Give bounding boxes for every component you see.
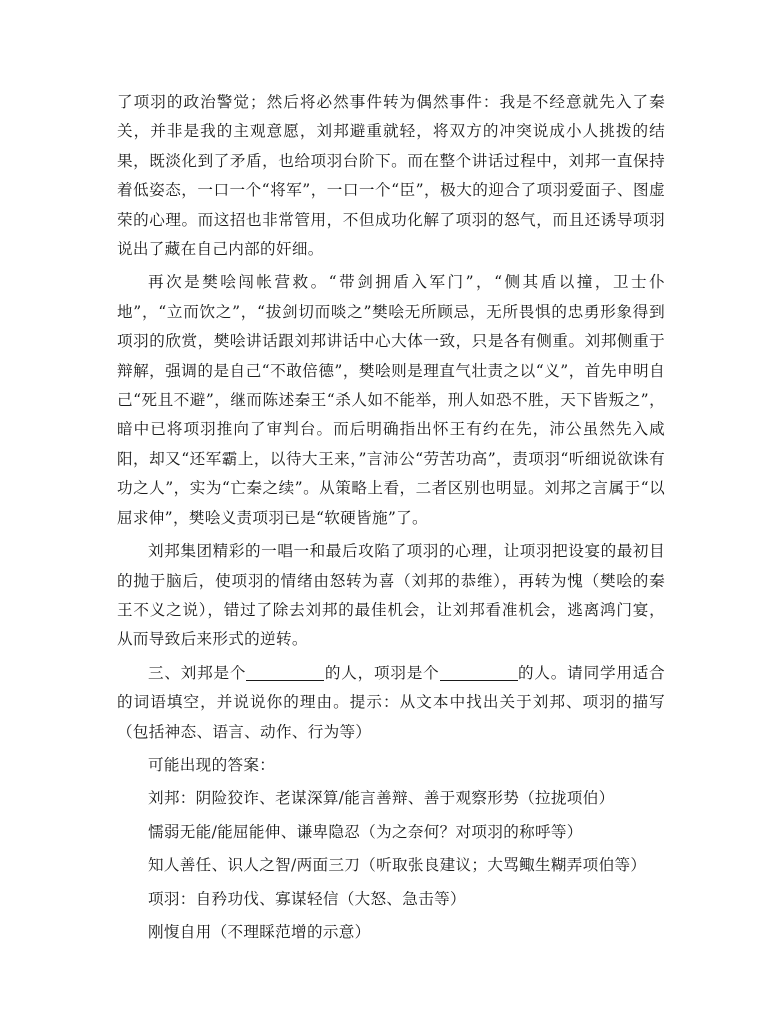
answer-line: 知人善任、识人之智/两面三刀（听取张良建议；大骂鲰生糊弄项伯等） <box>148 856 647 875</box>
document-page <box>117 88 665 947</box>
paragraph-fankuai-rescue: 再次是樊哙闯帐营救。“带剑拥盾入军门”，“侧其盾以撞，卫士仆地”，“立而饮之”，“拔剑切而啖之”樊哙无所顾忌，无所畏惧的忠勇形象得到项羽的欣赏，樊哙讲话跟刘邦讲话中心大体一致，只是各有侧重。刘邦侧重于辩解，强调的是自己“不敢倍德”，樊哙则是理直气壮责之以“义”，首先申明自己“死且不避”，继而陈述秦王“杀人如不能举，刑人如恐不胜，天下皆叛之”，暗中已将项羽推向了审判台。而后明确指出怀王有约在先，沛公虽然先入咸阳，却又“还军霸上，以待大王来，”言沛公“劳苦功高”，责项羽“听细说欲诛有功之人”，实为“亡秦之续”。从策略上看，二者区别也明显。刘邦之言属于“以屈求伸”，樊哙义责项羽已是“软硬皆施”了。 <box>117 273 665 527</box>
question-text-1: 三、刘邦是个 <box>148 663 247 682</box>
answer-line: 项羽：自矜功伐、寡谋轻信（大怒、急击等） <box>148 889 466 908</box>
answer-line: 刘邦：阴险狡诈、老谋深算/能言善辩、善于观察形势（拉拢项伯） <box>148 789 615 808</box>
blank-liubang <box>246 662 324 681</box>
paragraph-liubang-apology: 了项羽的政治警觉；然后将必然事件转为偶然事件：我是不经意就先入了秦关，并非是我的主观意愿，刘邦避重就轻，将双方的冲突说成小人挑拨的结果，既淡化到了矛盾，也给项羽台阶下。而在整个讲话过程中，刘邦一直保持着低姿态，一口一个“将军”，一口一个“臣”，极大的迎合了项羽爱面子、图虚荣的心理。而这招也非常管用，不但成功化解了项羽的怒气，而且还诱导项羽说出了藏在自己内部的奸细。 <box>117 93 665 259</box>
paragraph-group-strategy: 刘邦集团精彩的一唱一和最后攻陷了项羽的心理，让项羽把设宴的最初目的抛于脑后，使项羽的情绪由怒转为喜（刘邦的恭维），再转为愧（樊哙的秦王不义之说），错过了除去刘邦的最佳机会，让刘邦看准机会，逃离鸿门宴，从而导致后来形式的逆转。 <box>117 542 665 649</box>
answer-line: 懦弱无能/能屈能伸、谦卑隐忍（为之奈何？对项羽的称呼等） <box>148 822 583 841</box>
question-text-2: 的人，项羽是个 <box>324 663 440 682</box>
question-text-3: 的人。请同学用适合的词语填空，并说说你的理由。提示：从文本中找出关于刘邦、项羽的描写（包括神态、语言、动作、行为等） <box>117 663 666 741</box>
answer-heading: 可能出现的答案： <box>148 755 276 774</box>
answer-line: 刚愎自用（不理睬范增的示意） <box>148 922 371 941</box>
question-fill-blank <box>117 659 665 747</box>
blank-xiangyu <box>440 662 518 681</box>
